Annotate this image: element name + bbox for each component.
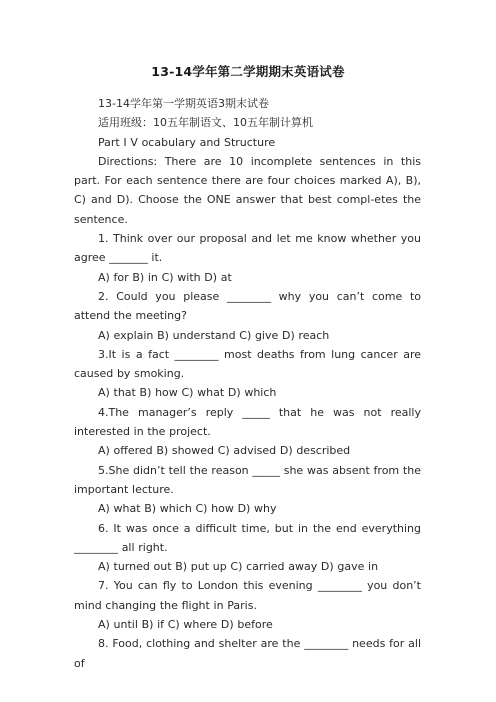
question-6-options: A) turned out B) put up C) carried away D) gave in xyxy=(98,560,379,574)
section-heading: Part I V ocabulary and Structure xyxy=(98,135,276,149)
question-7: 7. You can fly to London this evening ________ you don’t mind changing the flight in Paris. xyxy=(74,579,421,612)
question-4: 4.The manager’s reply _____ that he was not really interested in the project. xyxy=(74,405,421,439)
question-5: 5.She didn’t tell the reason _____ she was absent from the important lecture. xyxy=(74,463,421,496)
document-body xyxy=(74,94,421,673)
exam-subtitle: 13-14学年第一学期英语3期末试卷 xyxy=(98,97,269,110)
question-3-options: A) that B) how C) what D) which xyxy=(98,386,277,400)
question-2-options: A) explain B) understand C) give D) reach xyxy=(98,328,330,342)
question-8: 8. Food, clothing and shelter are the ________ needs for all of xyxy=(74,637,421,670)
question-1: 1. Think over our proposal and let me know whether you agree _______ it. xyxy=(74,232,421,265)
applicable-classes: 适用班级：10五年制语文、10五年制计算机 xyxy=(98,116,313,130)
question-7-options: A) until B) if C) where D) before xyxy=(98,618,273,632)
question-3: 3.It is a fact ________ most deaths from lung cancer are caused by smoking. xyxy=(74,347,421,381)
directions: Directions: There are 10 incomplete sentences in this part. For each sentence there are four choices marked A), B), C) and D). Choose the ONE answer that best compl-etes the sentence. xyxy=(74,154,421,226)
question-2: 2. Could you please ________ why you can’t come to attend the meeting? xyxy=(74,289,421,323)
document-title: 13-14学年第二学期期末英语试卷 xyxy=(151,64,345,79)
question-4-options: A) offered B) showed C) advised D) described xyxy=(98,444,351,458)
question-1-options: A) for B) in C) with D) at xyxy=(98,270,232,284)
question-5-options: A) what B) which C) how D) why xyxy=(98,502,277,516)
question-6: 6. It was once a difficult time, but in the end everything ________ all right. xyxy=(74,521,421,554)
